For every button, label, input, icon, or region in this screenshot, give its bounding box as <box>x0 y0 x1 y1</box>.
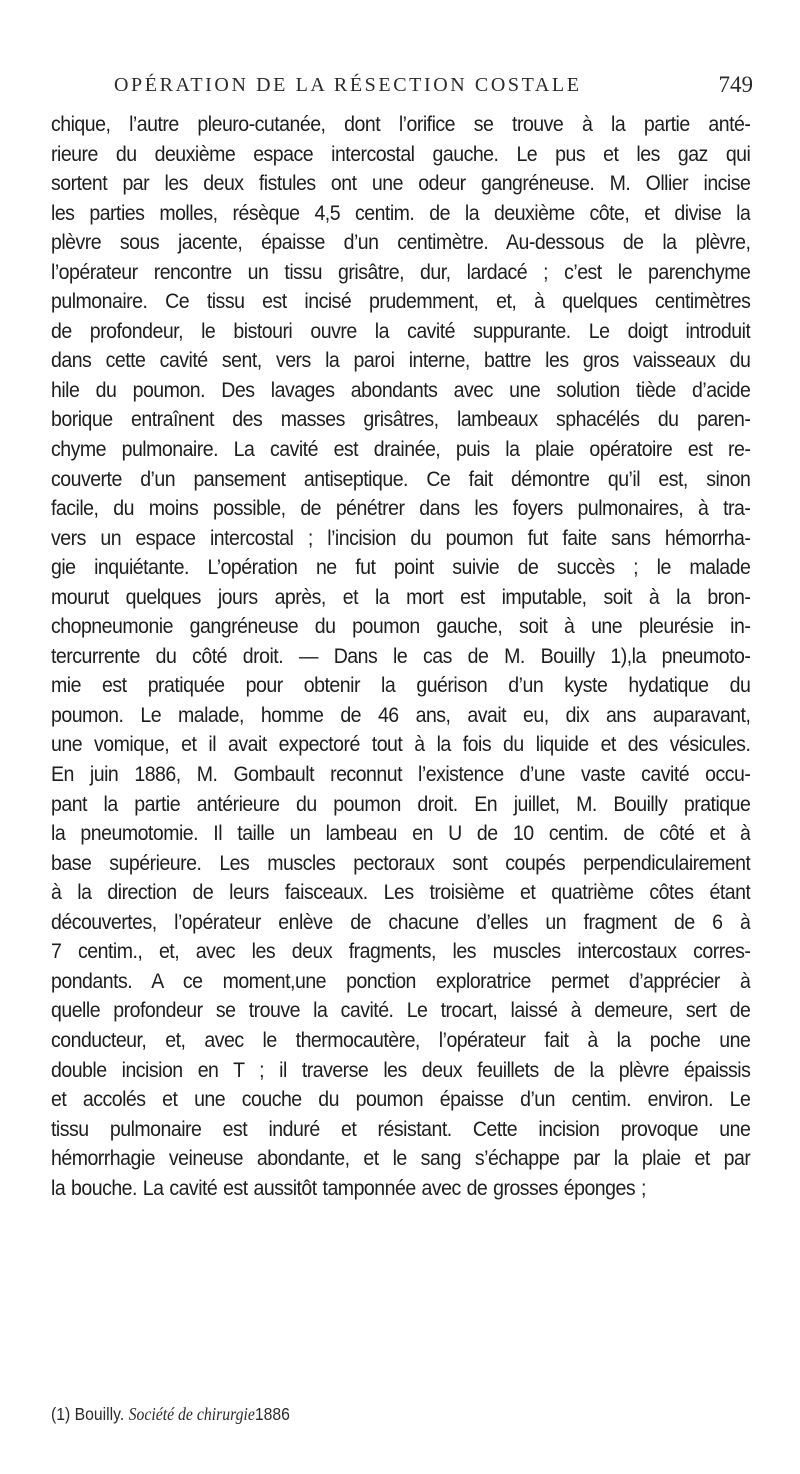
text-line: dans cette cavité sent, vers la paroi interne, battre les gros vaisseaux du <box>51 349 751 373</box>
text-line: la bouche. La cavité est aussitôt tamponnée avec de grosses éponges ; <box>51 1176 646 1200</box>
text-line: quelle profondeur se trouve la cavité. Le trocart, laissé à demeure, sert de <box>51 999 751 1023</box>
running-head <box>52 74 752 110</box>
text-line: base supérieure. Les muscles pectoraux sont coupés perpendiculairement <box>51 851 751 875</box>
text-line: facile, du moins possible, de pénétrer dans les foyers pulmonaires, à tra- <box>51 497 751 521</box>
text-line: hile du poumon. Des lavages abondants avec une solution tiède d’acide <box>51 378 751 402</box>
text-line: chique, l’autre pleuro-cutanée, dont l’orifice se trouve à la partie anté- <box>51 113 751 136</box>
text-line: la pneumotomie. Il taille un lambeau en U de 10 centim. de côté et à <box>51 822 751 846</box>
footnote-marker: (1) <box>51 1404 71 1424</box>
text-line: chopneumonie gangréneuse du poumon gauche, soit à une pleurésie in- <box>51 615 751 639</box>
page-number: 749 <box>718 72 753 97</box>
text-line: mie est pratiquée pour obtenir la guérison d’un kyste hydatique du <box>51 674 751 698</box>
text-line: plèvre sous jacente, épaisse d’un centimètre. Au-dessous de la plèvre, <box>51 231 751 255</box>
text-line: pondants. A ce moment,une ponction exploratrice permet d’apprécier à <box>51 969 751 993</box>
text-line: à la direction de leurs faisceaux. Les troisième et quatrième côtes étant <box>51 881 751 905</box>
text-line: pant la partie antérieure du poumon droit. En juillet, M. Bouilly pratique <box>51 792 751 816</box>
text-line: hémorrhagie veineuse abondante, et le sang s’échappe par la plaie et par <box>51 1147 751 1171</box>
footnote-author: Bouilly. <box>74 1404 125 1424</box>
text-line: conducteur, et, avec le thermocautère, l’opérateur fait à la poche une <box>51 1028 751 1052</box>
running-title: OPÉRATION DE LA RÉSECTION COSTALE <box>114 74 582 96</box>
text-line: mourut quelques jours après, et la mort est imputable, soit à la bron- <box>51 585 751 609</box>
footnote-year: 1886 <box>254 1404 290 1424</box>
text-line: sortent par les deux fistules ont une odeur gangréneuse. M. Ollier incise <box>51 172 751 196</box>
text-line: 7 centim., et, avec les deux fragments, les muscles intercostaux corres- <box>51 940 751 964</box>
text-line: double incision en T ; il traverse les deux feuillets de la plèvre épaissis <box>51 1058 751 1082</box>
text-line: couverte d’un pansement antiseptique. Ce fait démontre qu’il est, sinon <box>51 467 751 491</box>
text-line: une vomique, et il avait expectoré tout à la fois du liquide et des vésicules. <box>51 733 751 757</box>
text-line: gie inquiétante. L’opération ne fut point suivie de succès ; le malade <box>51 556 751 580</box>
text-line: rieure du deuxième espace intercostal gauche. Le pus et les gaz qui <box>51 142 751 166</box>
text-line: borique entraînent des masses grisâtres, lambeaux sphacélés du paren- <box>51 408 751 432</box>
text-line: et accolés et une couche du poumon épaisse d’un centim. environ. Le <box>51 1088 751 1112</box>
text-line: chyme pulmonaire. La cavité est drainée, puis la plaie opératoire est re- <box>51 438 751 462</box>
footnote-source: Société de chirurgie <box>128 1404 255 1424</box>
text-line: vers un espace intercostal ; l’incision du poumon fut faite sans hémorrha- <box>51 526 751 550</box>
text-line: tercurrente du côté droit. — Dans le cas de M. Bouilly 1),la pneumoto- <box>51 644 751 668</box>
text-line: pulmonaire. Ce tissu est incisé prudemment, et, à quelques centimètres <box>51 290 751 314</box>
text-line: découvertes, l’opérateur enlève de chacune d’elles un fragment de 6 à <box>51 910 751 934</box>
text-line: de profondeur, le bistouri ouvre la cavité suppurante. Le doigt introduit <box>51 319 751 343</box>
body-text <box>51 110 749 1203</box>
footnote <box>51 1404 290 1425</box>
text-line: l’opérateur rencontre un tissu grisâtre, dur, lardacé ; c’est le parenchyme <box>51 260 751 284</box>
text-line: les parties molles, résèque 4,5 centim. de la deuxième côte, et divise la <box>51 201 751 225</box>
text-line: En juin 1886, M. Gombault reconnut l’existence d’une vaste cavité occu- <box>51 763 751 787</box>
text-line: tissu pulmonaire est induré et résistant. Cette incision provoque une <box>51 1117 751 1141</box>
text-line: poumon. Le malade, homme de 46 ans, avait eu, dix ans auparavant, <box>51 703 751 727</box>
